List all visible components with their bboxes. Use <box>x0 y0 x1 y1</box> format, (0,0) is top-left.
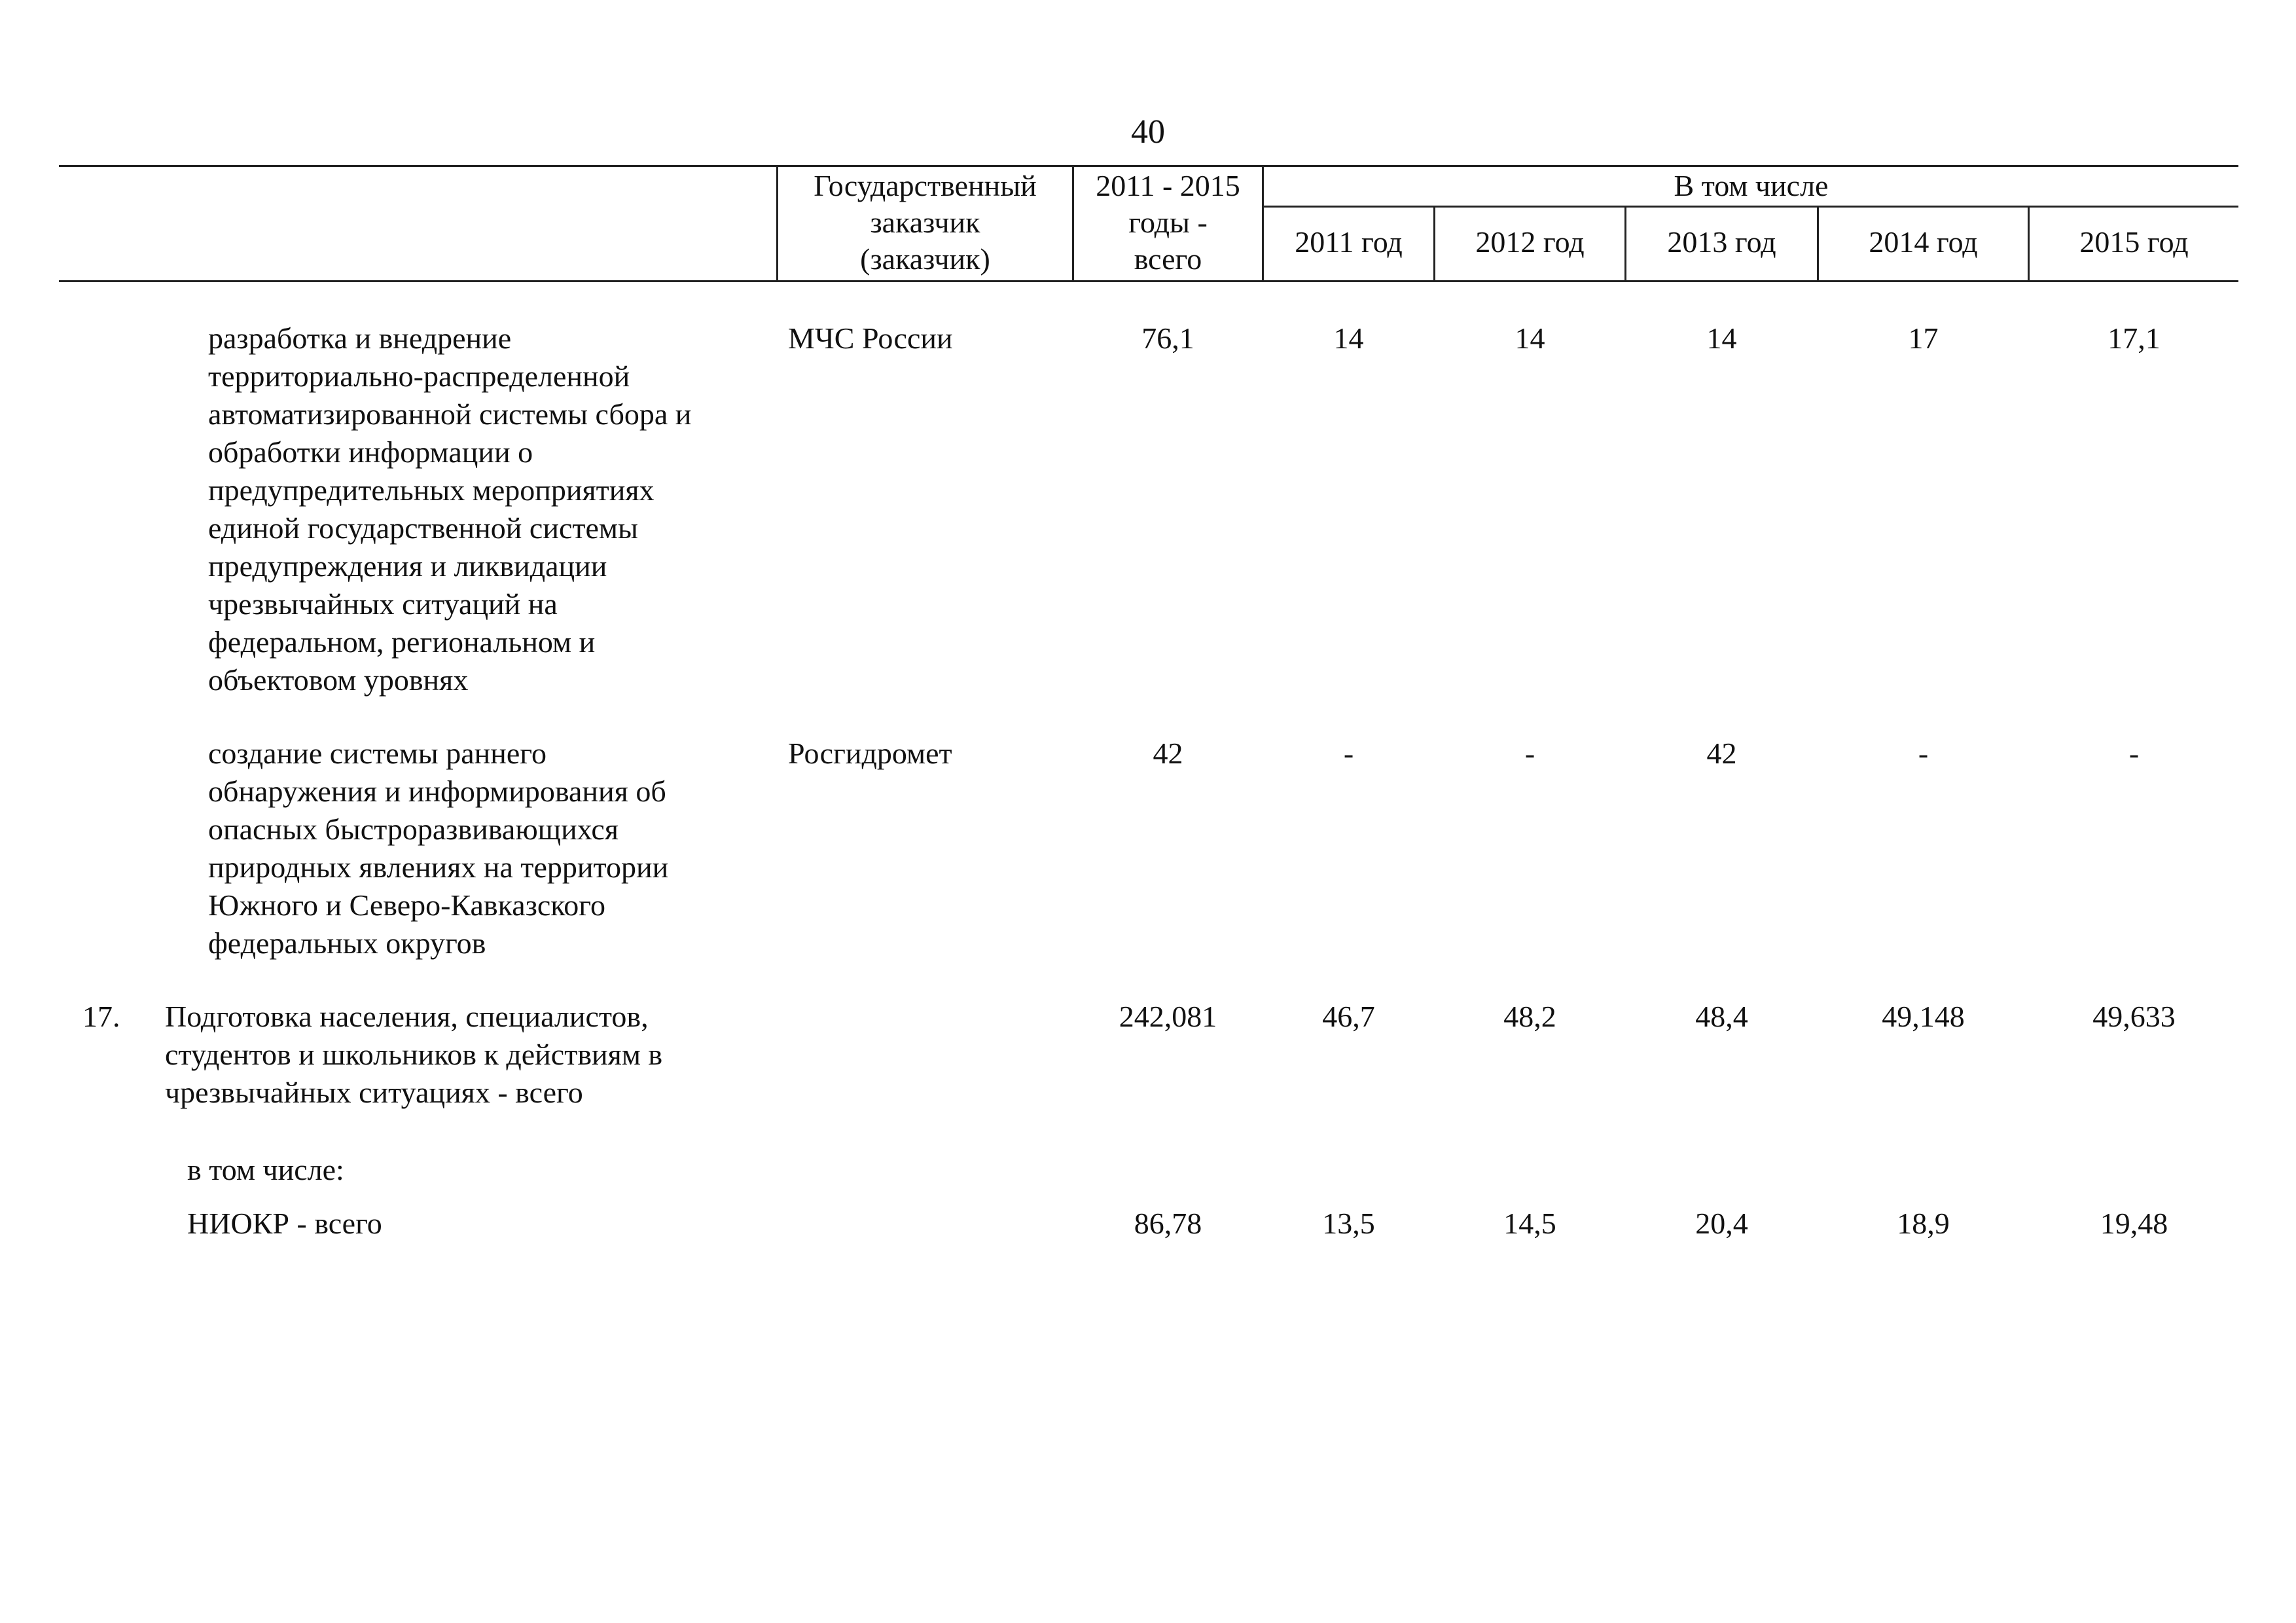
row-value-2014: 18,9 <box>1897 1207 1950 1240</box>
row-value-2015: 49,633 <box>2092 1000 2176 1033</box>
row-value-2011: 13,5 <box>1322 1207 1375 1240</box>
description-line: обнаружения и информирования об <box>208 775 666 808</box>
table-row-description <box>187 1205 750 1243</box>
header-customer-line: заказчик <box>870 206 980 239</box>
row-value-2012: 14 <box>1515 321 1545 355</box>
row-value-2013: 42 <box>1706 737 1737 770</box>
row-value-2014: 17 <box>1908 321 1939 355</box>
description-line: студентов и школьников к действиям в <box>165 1038 663 1071</box>
description-line: объектовом уровнях <box>208 663 469 697</box>
header-year-2011: 2011 год <box>1295 225 1403 259</box>
description-line: предупредительных мероприятиях <box>208 473 655 507</box>
row-value-2015: - <box>2128 737 2140 770</box>
row-value-2013: 20,4 <box>1695 1207 1748 1240</box>
row-total: 42 <box>1153 737 1183 770</box>
header-customer <box>778 168 1072 278</box>
header-customer-line: (заказчик) <box>860 242 990 276</box>
description-line: Южного и Северо-Кавказского <box>208 888 606 922</box>
row-value-2013: 48,4 <box>1695 1000 1748 1033</box>
table-top-rule <box>59 165 2238 167</box>
header-customer-line: Государственный <box>814 169 1037 202</box>
description-line: обработки информации о <box>208 435 533 469</box>
description-line: Подготовка населения, специалистов, <box>165 1000 649 1033</box>
description-line: единой государственной системы <box>208 511 638 545</box>
row-value-2015: 17,1 <box>2108 321 2161 355</box>
row-value-2012: 48,2 <box>1503 1000 1556 1033</box>
header-bottom-rule <box>59 280 2238 282</box>
row-value-2011: 14 <box>1333 321 1364 355</box>
row-value-2011: - <box>1343 737 1354 770</box>
row-total: 86,78 <box>1134 1207 1202 1240</box>
header-including: В том числе <box>1674 169 1829 202</box>
row-value-2014: - <box>1918 737 1929 770</box>
description-line: чрезвычайных ситуациях - всего <box>165 1076 583 1109</box>
row-value-2012: 14,5 <box>1503 1207 1556 1240</box>
description-line: опасных быстроразвивающихся <box>208 812 619 846</box>
row-value-2011: 46,7 <box>1322 1000 1375 1033</box>
header-total-line: годы - <box>1128 206 1208 239</box>
header-total-line: всего <box>1134 242 1202 276</box>
table-row-description <box>208 735 771 962</box>
description-line: федеральном, региональном и <box>208 625 596 659</box>
description-line: территориально-распределенной <box>208 359 630 393</box>
row-total: 76,1 <box>1141 321 1194 355</box>
table-row-description <box>208 319 771 699</box>
description-line: чрезвычайных ситуаций на <box>208 587 558 621</box>
row-value-2014: 49,148 <box>1882 1000 1965 1033</box>
row-total: 242,081 <box>1119 1000 1217 1033</box>
row-customer: МЧС России <box>788 321 953 355</box>
row-value-2012: - <box>1524 737 1535 770</box>
description-line: федеральных округов <box>208 926 486 960</box>
description-line: создание системы раннего <box>208 737 547 770</box>
description-line: природных явлениях на территории <box>208 850 669 884</box>
header-year-2012: 2012 год <box>1475 225 1585 259</box>
description-line: предупреждения и ликвидации <box>208 549 607 583</box>
page-number: 40 <box>1131 113 1165 151</box>
header-year-2013: 2013 год <box>1667 225 1776 259</box>
description-line: НИОКР - всего <box>187 1207 382 1240</box>
years-subheader-rule <box>1262 206 2238 208</box>
header-total-line: 2011 - 2015 <box>1096 169 1240 202</box>
row-value-2013: 14 <box>1706 321 1737 355</box>
row-customer: Росгидромет <box>788 737 952 770</box>
table-row-description <box>165 998 774 1112</box>
row-value-2015: 19,48 <box>2100 1207 2168 1240</box>
header-year-2015: 2015 год <box>2079 225 2189 259</box>
header-year-2014: 2014 год <box>1869 225 1978 259</box>
description-line: в том числе: <box>187 1153 344 1186</box>
description-line: автоматизированной системы сбора и <box>208 397 692 431</box>
row-number: 17. <box>82 1000 120 1033</box>
table-row-description <box>187 1151 750 1189</box>
header-total <box>1074 168 1262 278</box>
description-line: разработка и внедрение <box>208 321 512 355</box>
